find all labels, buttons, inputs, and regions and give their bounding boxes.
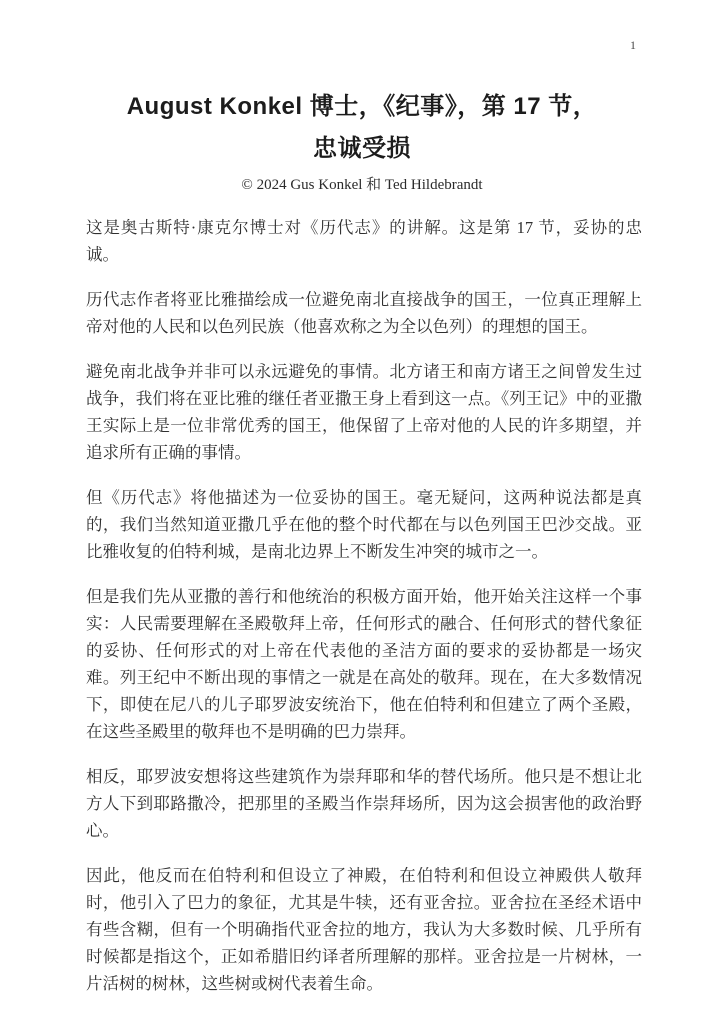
paragraph-asa-good-deeds: 但是我们先从亚撒的善行和他统治的积极方面开始，他开始关注这样一个事实：人民需要理解在圣殿敬拜上帝，任何形式的融合、任何形式的替代象征的妥协、任何形式的对上帝在代表他的圣洁方面的要求的妥协都是一场灾难。列王纪中不断出现的事情之一就是在高处的敬拜。现在，在大多数情况下，即使在尼八的儿子耶罗波安统治下，他在伯特利和但建立了两个圣殿，在这些圣殿里的敬拜也不是明确的巴力崇拜。 bbox=[86, 587, 642, 741]
paragraph-intro: 这是奥古斯特·康克尔博士对《历代志》的讲解。这是第 17 节，妥协的忠诚。 bbox=[86, 218, 642, 264]
title-block bbox=[0, 0, 724, 195]
copyright-line: © 2024 Gus Konkel 和 Ted Hildebrandt bbox=[241, 177, 483, 193]
paragraph-bethel-dan-shrines: 因此，他反而在伯特利和但设立了神殿，在伯特利和但设立神殿供人敬拜时，他引入了巴力的象征，尤其是牛犊，还有亚舍拉。亚舍拉在圣经术语中有些含糊，但有一个明确指代亚舍拉的地方，我认为大多数时候、几乎所有时候都是指这个，正如希腊旧约译者所理解的那样。亚舍拉是一片树林，一片活树的树林，这些树或树代表着生命。 bbox=[86, 866, 642, 993]
paragraph-compromised-king: 但《历代志》将他描述为一位妥协的国王。毫无疑问，这两种说法都是真的，我们当然知道亚撒几乎在他的整个时代都在与以色列国王巴沙交战。亚比雅收复的伯特利城，是南北边界上不断发生冲突的城市之一。 bbox=[86, 488, 642, 561]
document-title-line-2: 忠诚受损 bbox=[313, 135, 411, 162]
page-number: 1 bbox=[630, 38, 636, 52]
document-title-line-1: August Konkel 博士，《纪事》，第 17 节， bbox=[126, 93, 598, 120]
paragraph-north-south-war: 避免南北战争并非可以永远避免的事情。北方诸王和南方诸王之间曾发生过战争，我们将在亚比雅的继任者亚撒王身上看到这一点。《列王记》中的亚撒王实际上是一位非常优秀的国王，他保留了上帝对他的人民的许多期望，并追求所有正确的事情。 bbox=[86, 362, 642, 462]
document-body bbox=[86, 214, 642, 997]
paragraph-abijah-portrayal: 历代志作者将亚比雅描绘成一位避免南北直接战争的国王，一位真正理解上帝对他的人民和以色列民族（他喜欢称之为全以色列）的理想的国王。 bbox=[86, 290, 642, 336]
paragraph-jeroboam-motive: 相反，耶罗波安想将这些建筑作为崇拜耶和华的替代场所。他只是不想让北方人下到耶路撒冷，把那里的圣殿当作崇拜场所，因为这会损害他的政治野心。 bbox=[86, 767, 642, 840]
